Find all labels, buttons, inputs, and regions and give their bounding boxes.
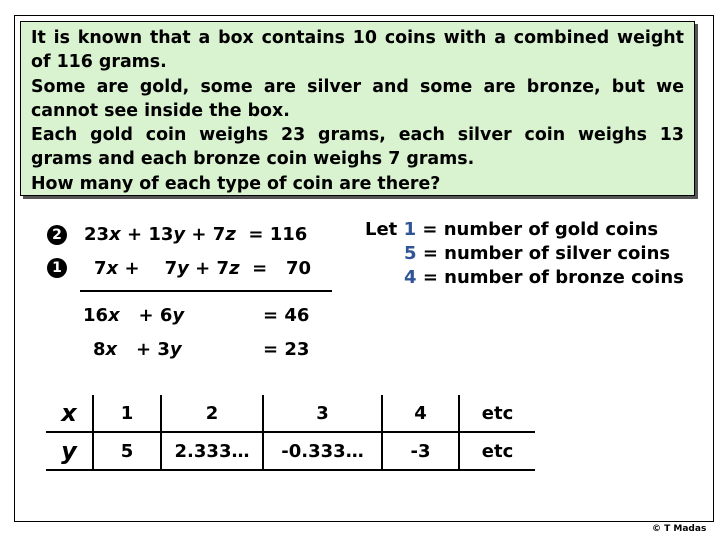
gold-definition-text: = number of gold coins [422, 219, 659, 240]
problem-statement-box [20, 21, 695, 196]
subtraction-line [80, 290, 332, 292]
eq1-coef-y: 7 [164, 258, 178, 279]
diff-coef-x: 16 [83, 305, 109, 326]
bronze-value: 4 [404, 267, 417, 288]
table-cell: -3 [382, 432, 459, 470]
problem-line-4: cannot see inside the box. [31, 100, 290, 121]
equals-sign: = [248, 224, 264, 245]
equation-1-badge: 1 [47, 258, 67, 278]
problem-line-6: grams and each bronze coin weighs 7 grams. [31, 149, 475, 170]
plus-sign: + [191, 224, 207, 245]
table-cell: 1 [93, 395, 161, 432]
var-y: y [173, 224, 186, 245]
problem-line-7: How many of each type of coin are there? [31, 173, 441, 194]
table-cell: etc [481, 402, 514, 424]
problem-line-1: It is known that a box contains 10 coins with a combined weight [31, 28, 684, 48]
row-header-y: y [46, 432, 93, 470]
equation-2 [84, 224, 307, 245]
definition-bronze [404, 267, 684, 288]
plus-sign: + [138, 305, 154, 326]
eq2-coef-z: 7 [212, 224, 226, 245]
equals-sign: = [252, 258, 268, 279]
plus-sign: + [126, 224, 143, 245]
difference-rhs [263, 305, 309, 326]
table-cell: 2 [161, 395, 263, 432]
plus-sign: + [195, 258, 211, 279]
table-cell: 5 [93, 432, 161, 470]
eq2-rhs: 116 [269, 224, 308, 245]
eq1-coef-z: 7 [216, 258, 230, 279]
plus-sign: + [135, 339, 152, 360]
var-y: y [177, 258, 189, 279]
equation-1 [94, 258, 311, 279]
silver-value: 5 [404, 243, 417, 264]
definition-gold [365, 219, 658, 240]
var-y: y [172, 305, 185, 326]
diff-rhs: 46 [284, 305, 310, 326]
table-cell: -0.333… [263, 432, 382, 470]
xy-table [46, 395, 535, 471]
table-cell: etc [481, 440, 514, 462]
table-row-x [46, 395, 535, 432]
problem-line-2: of 116 grams. [31, 52, 167, 73]
gold-value: 1 [403, 219, 417, 240]
equation-2-badge: 2 [47, 225, 67, 245]
table-row-y [46, 432, 535, 470]
red-coef-x: 8 [93, 339, 106, 360]
var-x: x [105, 339, 118, 360]
red-coef-y: 3 [157, 339, 170, 360]
diff-coef-y: 6 [159, 305, 173, 326]
row-header-x: x [46, 395, 93, 432]
copyright-notice: © T Madas [652, 524, 707, 534]
var-x: x [106, 258, 119, 279]
silver-definition-text: = number of silver coins [422, 243, 671, 264]
equals-sign: = [263, 339, 279, 360]
reduced-equation [93, 339, 182, 360]
var-z: z [229, 258, 240, 279]
problem-line-3: Some are gold, some are silver and some are bronze, but we [31, 76, 684, 97]
var-x: x [108, 305, 120, 326]
red-rhs: 23 [284, 339, 310, 360]
definition-silver [404, 243, 670, 264]
eq1-coef-x: 7 [94, 258, 107, 279]
problem-line-5: Each gold coin weighs 23 grams, each silver coin weighs 13 [31, 125, 684, 146]
eq2-coef-x: 23 [84, 224, 110, 245]
let-word: Let [365, 219, 398, 240]
eq2-coef-y: 13 [148, 224, 174, 245]
plus-sign: + [124, 258, 140, 279]
var-z: z [225, 224, 236, 245]
reduced-rhs [263, 339, 309, 360]
difference-equation [83, 305, 184, 326]
table-cell: 2.333… [161, 432, 263, 470]
var-x: x [109, 224, 121, 245]
var-y: y [169, 339, 182, 360]
eq1-rhs: 70 [286, 258, 312, 279]
equals-sign: = [263, 305, 279, 326]
table-cell: 4 [382, 395, 459, 432]
bronze-definition-text: = number of bronze coins [422, 267, 684, 288]
table-cell: 3 [263, 395, 382, 432]
